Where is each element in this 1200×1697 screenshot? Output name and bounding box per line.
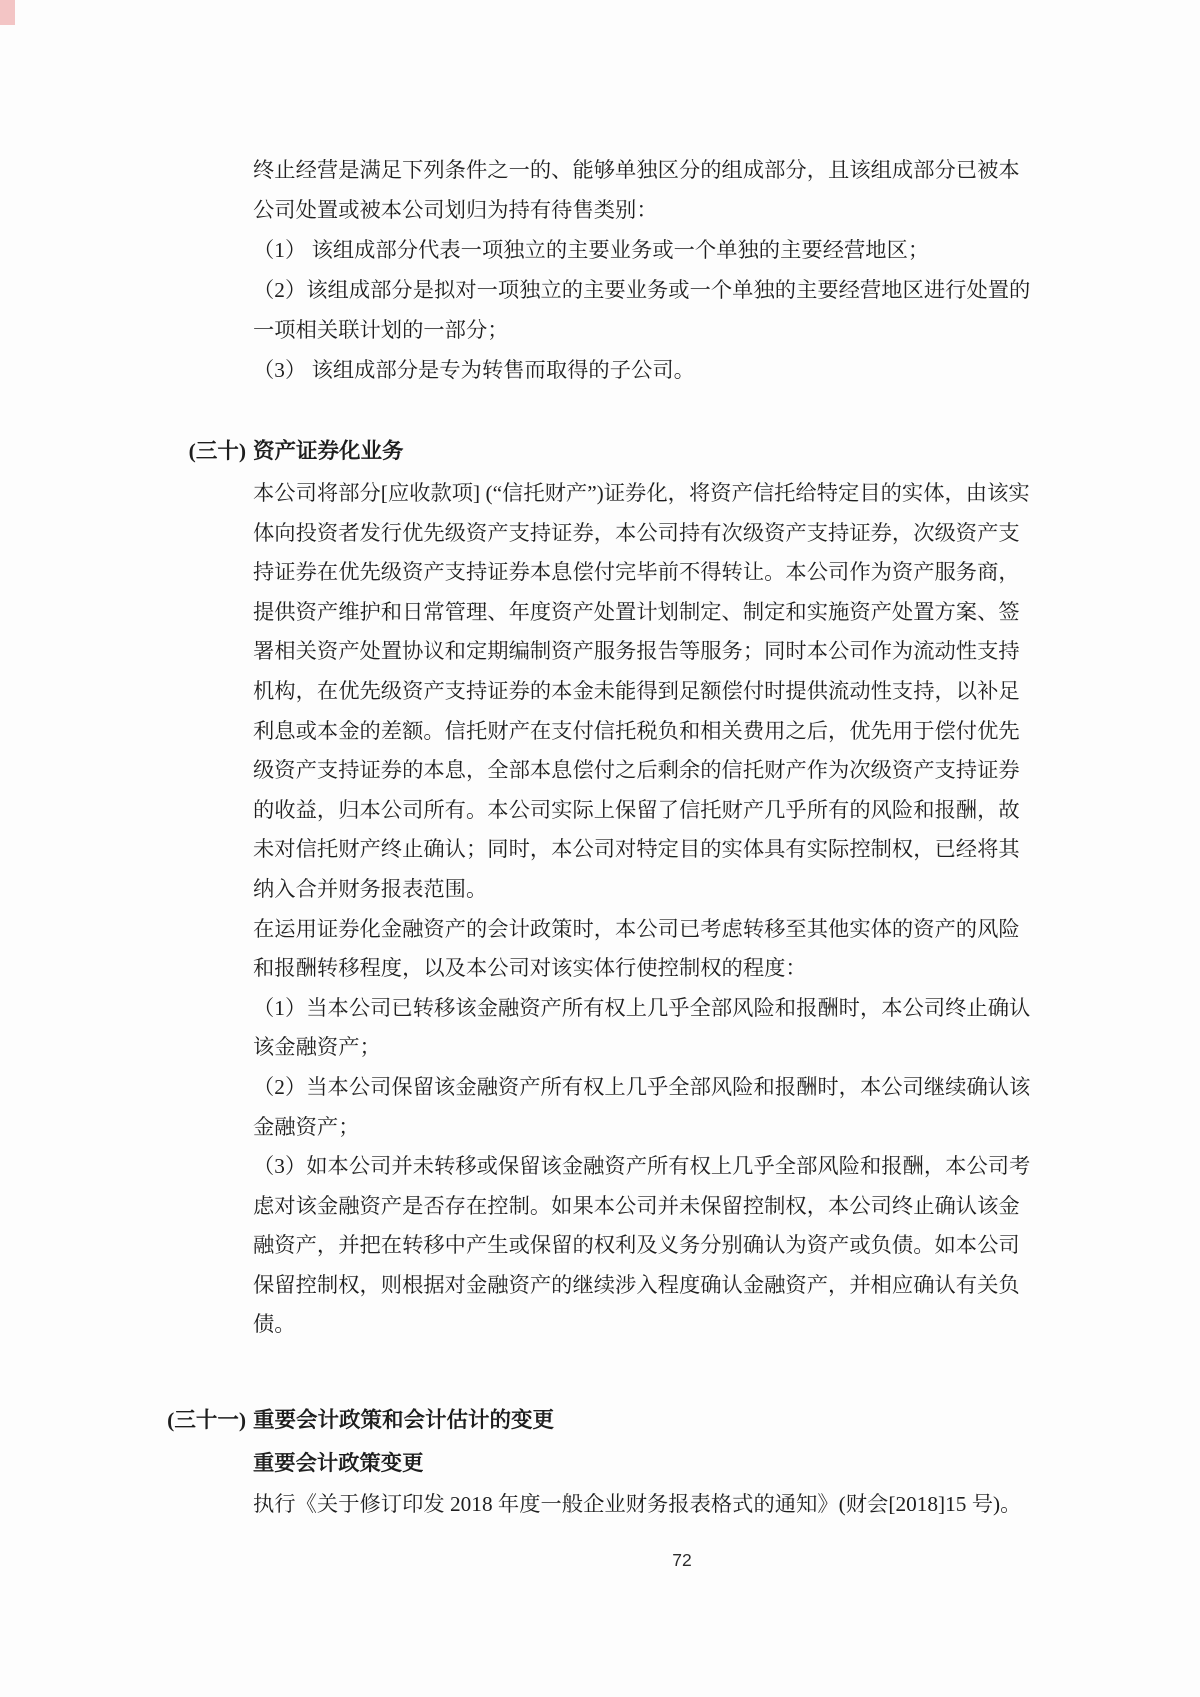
- section-31-subheading: 重要会计政策变更: [253, 1451, 424, 1475]
- text-line: 利息或本金的差额。信托财产在支付信托税负和相关费用之后，优先用于偿付优先: [253, 718, 1020, 743]
- scan-artifact-mark: [0, 0, 15, 25]
- text-line: 一项相关联计划的一部分；: [253, 318, 509, 342]
- text-line: 体向投资者发行优先级资产支持证券，本公司持有次级资产支持证券，次级资产支: [253, 520, 1020, 545]
- text-line: 金融资产；: [253, 1114, 360, 1139]
- text-line: 署相关资产处置协议和定期编制资产服务报告等服务；同时本公司作为流动性支持: [253, 639, 1020, 664]
- text-line: （1）当本公司已转移该金融资产所有权上几乎全部风险和报酬时，本公司终止确认: [253, 995, 1031, 1020]
- text-line: 保留控制权，则根据对金融资产的继续涉入程度确认金融资产，并相应确认有关负: [253, 1272, 1020, 1297]
- text-line: 本公司将部分[应收款项] (“信托财产”)证券化，将资产信托给特定目的实体，由该实: [253, 481, 1030, 505]
- text-line: （3） 该组成部分是专为转售而取得的子公司。: [253, 358, 695, 382]
- text-line: 级资产支持证券的本息，全部本息偿付之后剩余的信托财产作为次级资产支持证券: [253, 758, 1020, 783]
- text-line: 机构，在优先级资产支持证券的本金未能得到足额偿付时提供流动性支持，以补足: [253, 678, 1020, 703]
- text-line: 该金融资产；: [253, 1035, 381, 1060]
- section-31-heading: [0, 1405, 1200, 1435]
- text-line: （1） 该组成部分代表一项独立的主要业务或一个单独的主要经营地区；: [253, 238, 930, 262]
- text-line: 公司处置或被本公司划归为持有待售类别：: [253, 198, 658, 222]
- text-line: 和报酬转移程度，以及本公司对该实体行使控制权的程度：: [253, 956, 807, 981]
- page-number: 72: [672, 1550, 692, 1570]
- text-line: 纳入合并财务报表范围。: [253, 876, 488, 901]
- text-line: 持证券在优先级资产支持证券本息偿付完毕前不得转让。本公司作为资产服务商，: [253, 560, 1020, 585]
- text-line: 执行《关于修订印发 2018 年度一般企业财务报表格式的通知》(财会[2018]15 号)。: [253, 1492, 1022, 1516]
- text-line: 提供资产维护和日常管理、年度资产处置计划制定、制定和实施资产处置方案、签: [253, 599, 1020, 624]
- section-30-heading: [0, 436, 1200, 466]
- section-31-label: (三十一): [167, 1408, 246, 1432]
- text-line: 在运用证券化金融资产的会计政策时，本公司已考虑转移至其他实体的资产的风险: [253, 916, 1020, 941]
- section-31-body: [253, 1484, 1021, 1524]
- text-line: 债。: [253, 1312, 296, 1337]
- text-line: （3）如本公司并未转移或保留该金融资产所有权上几乎全部风险和报酬，本公司考: [253, 1154, 1031, 1179]
- section-31-title: 重要会计政策和会计估计的变更: [253, 1408, 555, 1432]
- section-30-body: [253, 474, 1030, 1345]
- discontinued-operations-paragraph: [253, 150, 1030, 390]
- section-30-title: 资产证券化业务: [253, 439, 404, 463]
- text-line: 的收益，归本公司所有。本公司实际上保留了信托财产几乎所有的风险和报酬，故: [253, 797, 1020, 822]
- text-line: 虑对该金融资产是否存在控制。如果本公司并未保留控制权，本公司终止确认该金: [253, 1193, 1020, 1218]
- text-line: 终止经营是满足下列条件之一的、能够单独区分的组成部分，且该组成部分已被本: [253, 158, 1020, 182]
- text-line: 融资产，并把在转移中产生或保留的权利及义务分别确认为资产或负债。如本公司: [253, 1233, 1020, 1258]
- text-line: （2）该组成部分是拟对一项独立的主要业务或一个单独的主要经营地区进行处置的: [253, 278, 1031, 302]
- text-line: 未对信托财产终止确认；同时，本公司对特定目的实体具有实际控制权，已经将其: [253, 837, 1020, 862]
- text-line: （2）当本公司保留该金融资产所有权上几乎全部风险和报酬时，本公司继续确认该: [253, 1074, 1031, 1099]
- section-30-label: (三十): [188, 439, 246, 463]
